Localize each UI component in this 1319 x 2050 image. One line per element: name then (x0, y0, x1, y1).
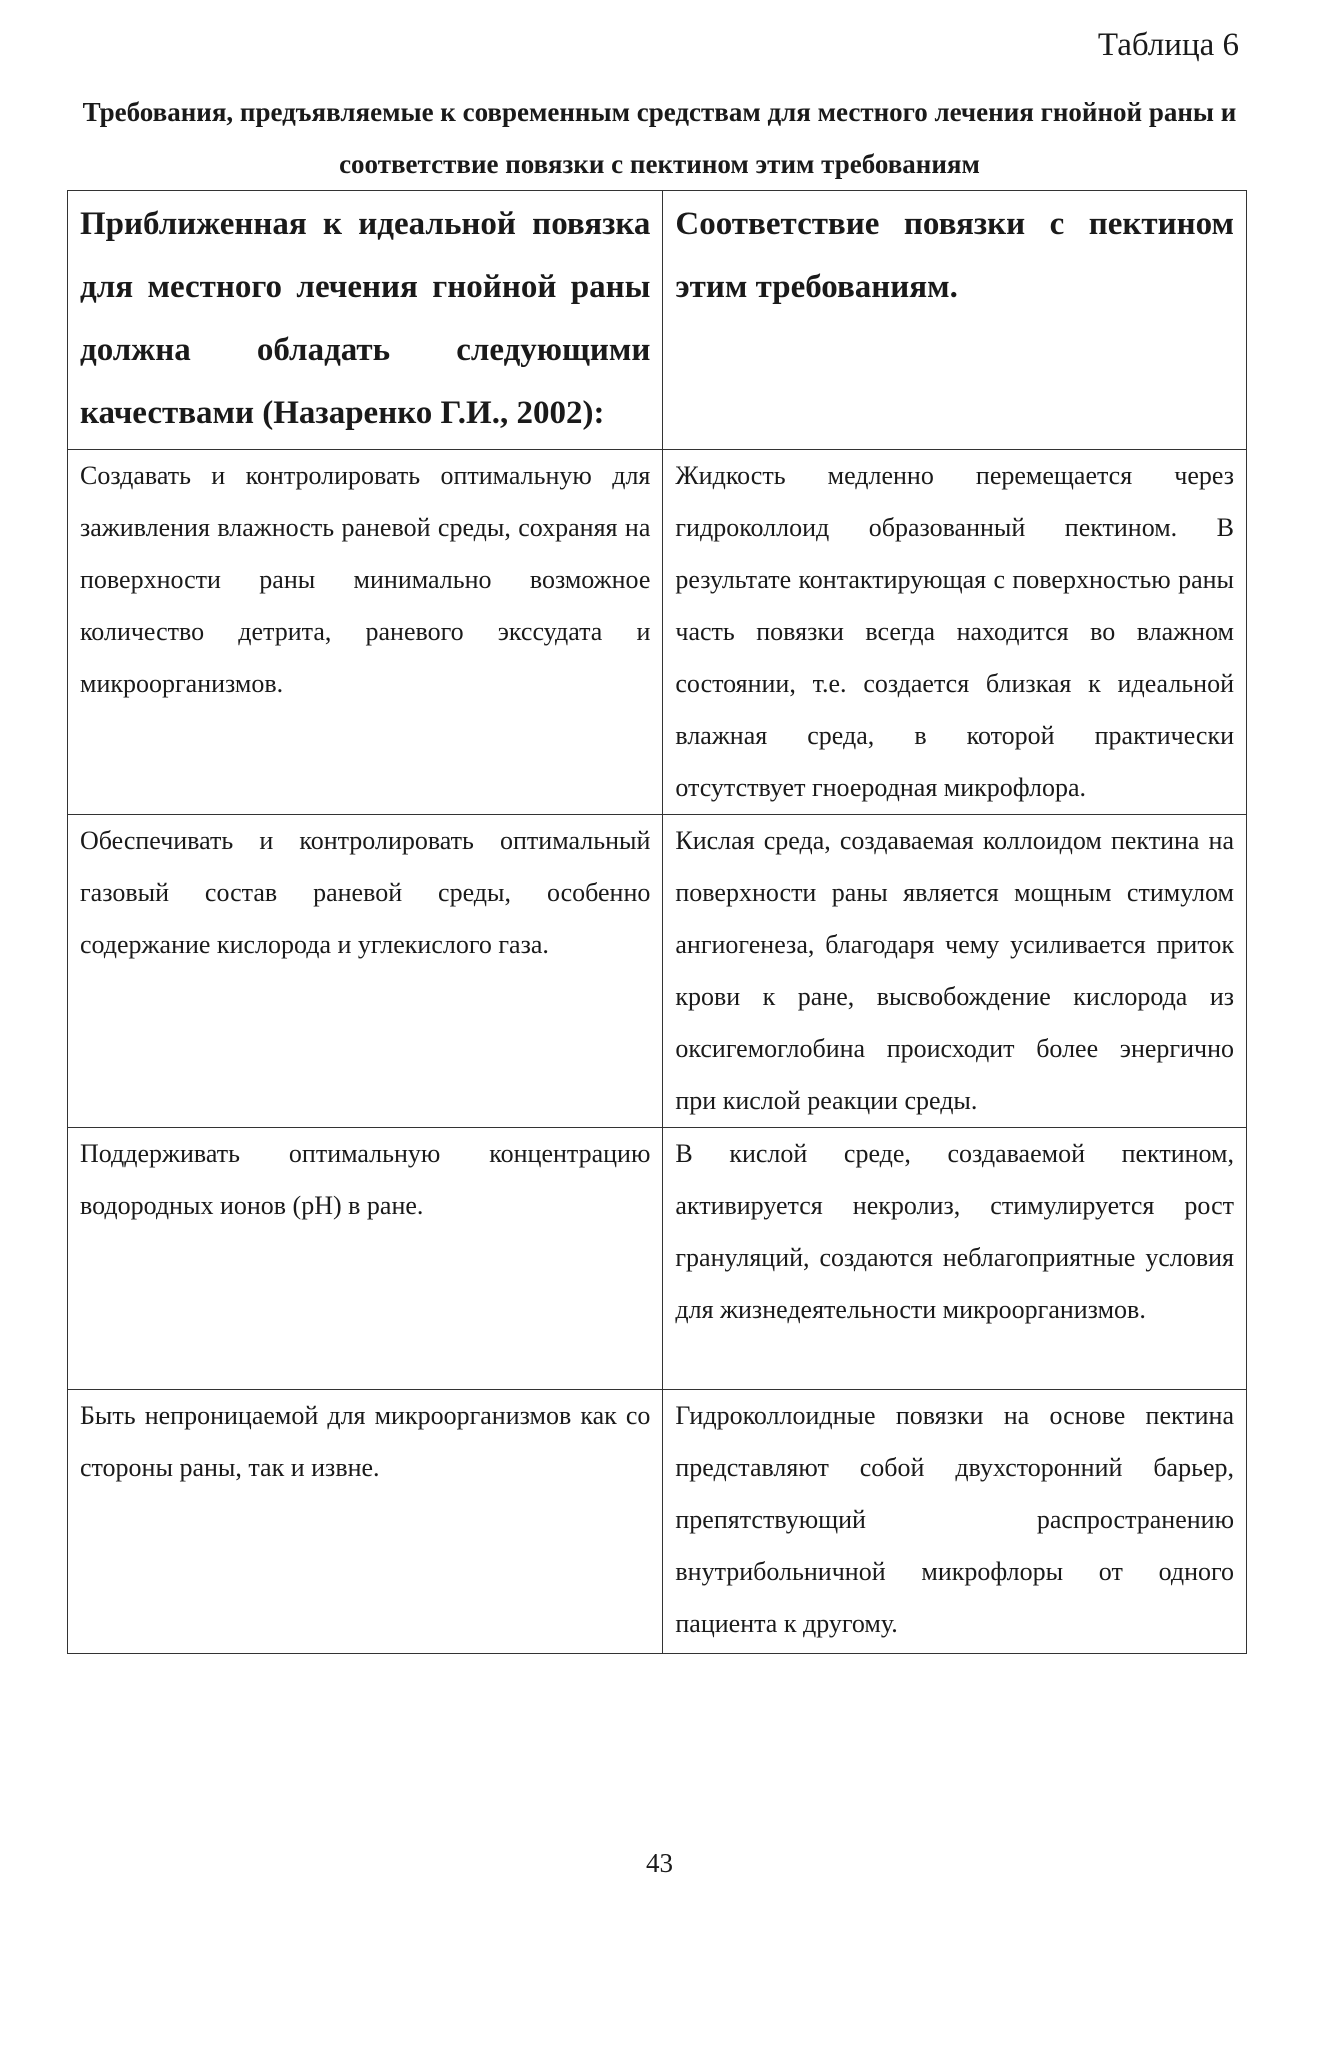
table-caption: Требования, предъявляемые к современным средствам для местного лечения гнойной раны и соответствие повязки с пектином этим требованиям (82, 97, 1237, 179)
compliance-cell: Кислая среда, создаваемая коллоидом пектина на поверхности раны является мощным стимулом ангиогенеза, благодаря чему усиливается приток крови к ране, высвобождение кислорода из оксигемоглобина происходит более энергично при кислой реакции среды. (663, 815, 1247, 1128)
table-row (68, 1390, 1247, 1654)
table-label: Таблица 6 (1097, 27, 1239, 63)
table-row (68, 815, 1247, 1128)
compliance-cell: Гидроколлоидные повязки на основе пектина представляют собой двухсторонний барьер, препятствующий распространению внутрибольничной микрофлоры от одного пациента к другому. (663, 1390, 1247, 1654)
page-number: 43 (646, 1848, 673, 1878)
requirements-table (67, 190, 1247, 1654)
requirement-cell: Поддерживать оптимальную концентрацию водородных ионов (pH) в ране. (68, 1128, 663, 1390)
table-header-row (68, 191, 1247, 450)
table-row (68, 1128, 1247, 1390)
requirement-cell: Быть непроницаемой для микроорганизмов как со стороны раны, так и извне. (68, 1390, 663, 1654)
requirement-cell: Создавать и контролировать оптимальную для заживления влажность раневой среды, сохраняя на поверхности раны минимально возможное количество детрита, раневого экссудата и микроорганизмов. (68, 450, 663, 815)
compliance-cell: В кислой среде, создаваемой пектином, активируется некролиз, стимулируется рост грануляций, создаются неблагоприятные условия для жизнедеятельности микроорганизмов. (663, 1128, 1247, 1390)
header-compliance: Соответствие повязки с пектином этим требованиям. (663, 191, 1247, 450)
table-row (68, 450, 1247, 815)
compliance-cell: Жидкость медленно перемещается через гидроколлоид образованный пектином. В результате контактирующая с поверхностью раны часть повязки всегда находится во влажном состоянии, т.е. создается близкая к идеальной влажная среда, в которой практически отсутствует гноеродная микрофлора. (663, 450, 1247, 815)
requirement-cell: Обеспечивать и контролировать оптимальный газовый состав раневой среды, особенно содержание кислорода и углекислого газа. (68, 815, 663, 1128)
header-requirements: Приближенная к идеальной повязка для местного лечения гнойной раны должна обладать следующими качествами (Назаренко Г.И., 2002): (68, 191, 663, 450)
